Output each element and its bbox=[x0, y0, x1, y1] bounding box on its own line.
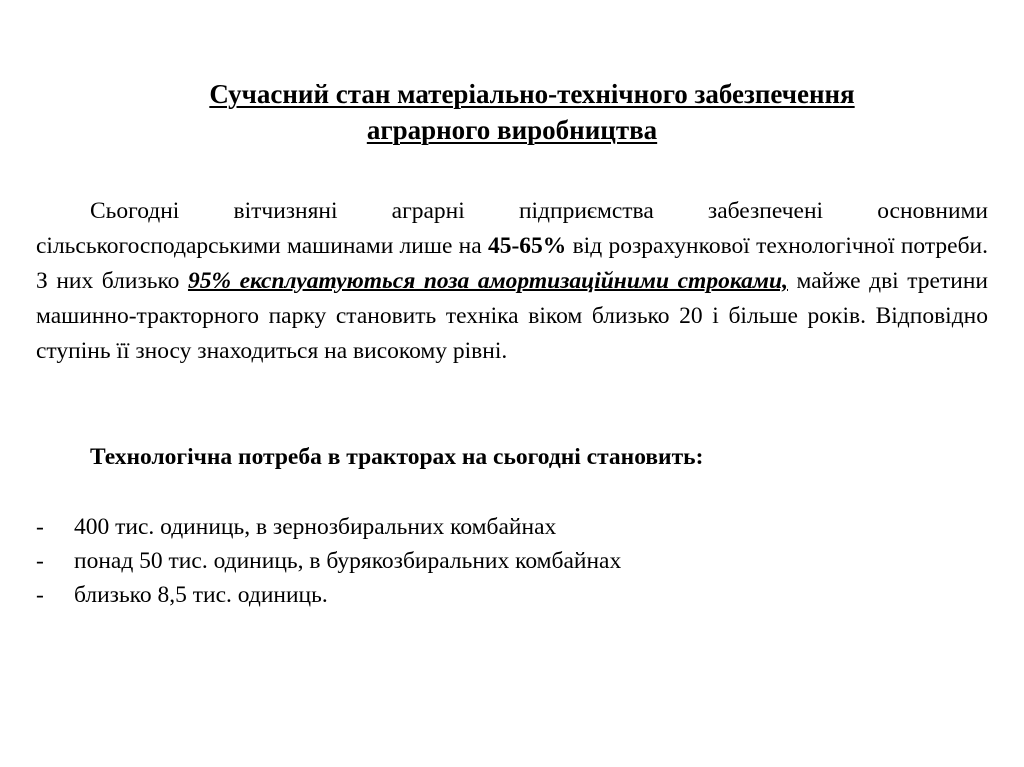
body-paragraph bbox=[36, 194, 988, 369]
list-bullet: - bbox=[36, 582, 44, 608]
list-item bbox=[36, 510, 976, 544]
paragraph-text-1: Сьогодні вітчизняні аграрні підприємства забезпечені основними сільськогосподарськими машинами лише на bbox=[36, 198, 988, 259]
paragraph-text-3: майже дві третини машинно-тракторного парку становить техніка віком близько 20 і більше років. Відповідно ступінь її зносу знаходиться на високому рівні. bbox=[36, 268, 988, 364]
list-item-text: близько 8,5 тис. одиниць. bbox=[74, 582, 328, 608]
list-bullet: - bbox=[36, 548, 44, 574]
paragraph-bold-range: 45-65% bbox=[487, 233, 567, 259]
subheading: Технологічна потреба в тракторах на сьогодні становить: bbox=[90, 444, 704, 470]
requirements-list bbox=[36, 510, 976, 612]
list-bullet: - bbox=[36, 514, 44, 540]
paragraph-text-2: від розрахункової технологічної потреби. З них близько bbox=[36, 233, 988, 294]
slide-title bbox=[36, 76, 988, 148]
list-item bbox=[36, 544, 976, 578]
list-item-text: понад 50 тис. одиниць, в бурякозбиральних комбайнах bbox=[74, 548, 622, 574]
paragraph-highlight: 95% експлуатуються поза амортизаційними строками, bbox=[187, 268, 788, 294]
list-item-text: 400 тис. одиниць, в зернозбиральних комбайнах bbox=[74, 514, 557, 540]
title-line-1: Сучасний стан матеріально-технічного забезпечення bbox=[209, 79, 855, 109]
list-item bbox=[36, 578, 976, 612]
title-line-2: аграрного виробництва bbox=[366, 115, 658, 145]
